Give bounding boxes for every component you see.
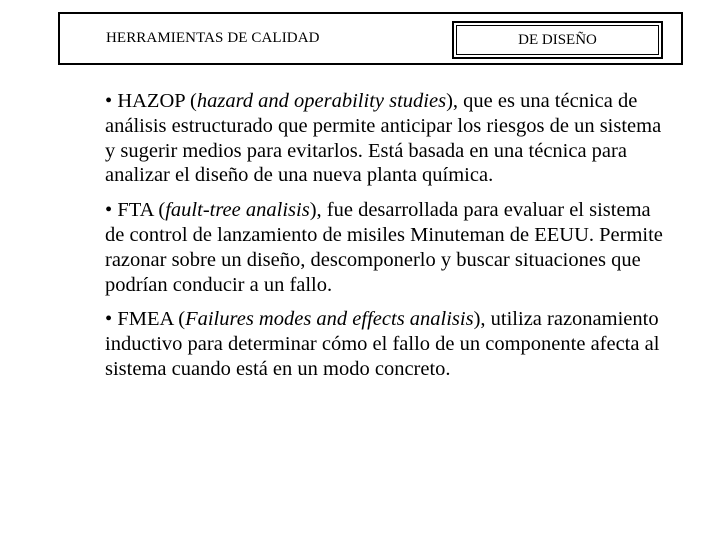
bullet-lead: HAZOP (: [117, 90, 197, 112]
bullet-text: ), utiliza razonamiento inductivo para determinar cómo el fallo de un componente afecta al sistema cuando está en un modo concreto.: [105, 308, 660, 380]
bullet-italic-term: Failures modes and effects analisis: [185, 308, 474, 331]
header-tab: [452, 21, 663, 59]
bullet-text: ), que es una técnica de análisis estructurado que permite anticipar los riesgos de un sistema y sugerir medios para evitarlos. Está basada en una técnica para analizar el diseño de una nueva planta química.: [105, 90, 662, 187]
bullet-marker: •: [105, 199, 118, 222]
bullet-italic-term: fault-tree analisis: [165, 199, 310, 222]
bullet-italic-term: hazard and operability studies: [196, 90, 447, 112]
bullet-lead: FMEA (: [117, 308, 186, 331]
header-box: [58, 12, 683, 65]
bullet-lead: FTA (: [117, 199, 166, 222]
header-title: HERRAMIENTAS DE CALIDAD: [106, 30, 320, 46]
bullet-fmea: [105, 307, 665, 381]
bullet-marker: •: [105, 90, 118, 112]
bullet-fta: [105, 198, 665, 297]
bullet-marker: •: [105, 308, 118, 331]
bullet-hazop: [105, 89, 665, 188]
header-tab-label: DE DISEÑO: [518, 31, 597, 48]
content-body: [105, 89, 665, 392]
bullet-text: ), fue desarrollada para evaluar el sistema de control de lanzamiento de misiles Minuteman de EEUU. Permite razonar sobre un diseño, descomponerlo y buscar situaciones que podrían conducir a un fallo.: [105, 199, 663, 296]
